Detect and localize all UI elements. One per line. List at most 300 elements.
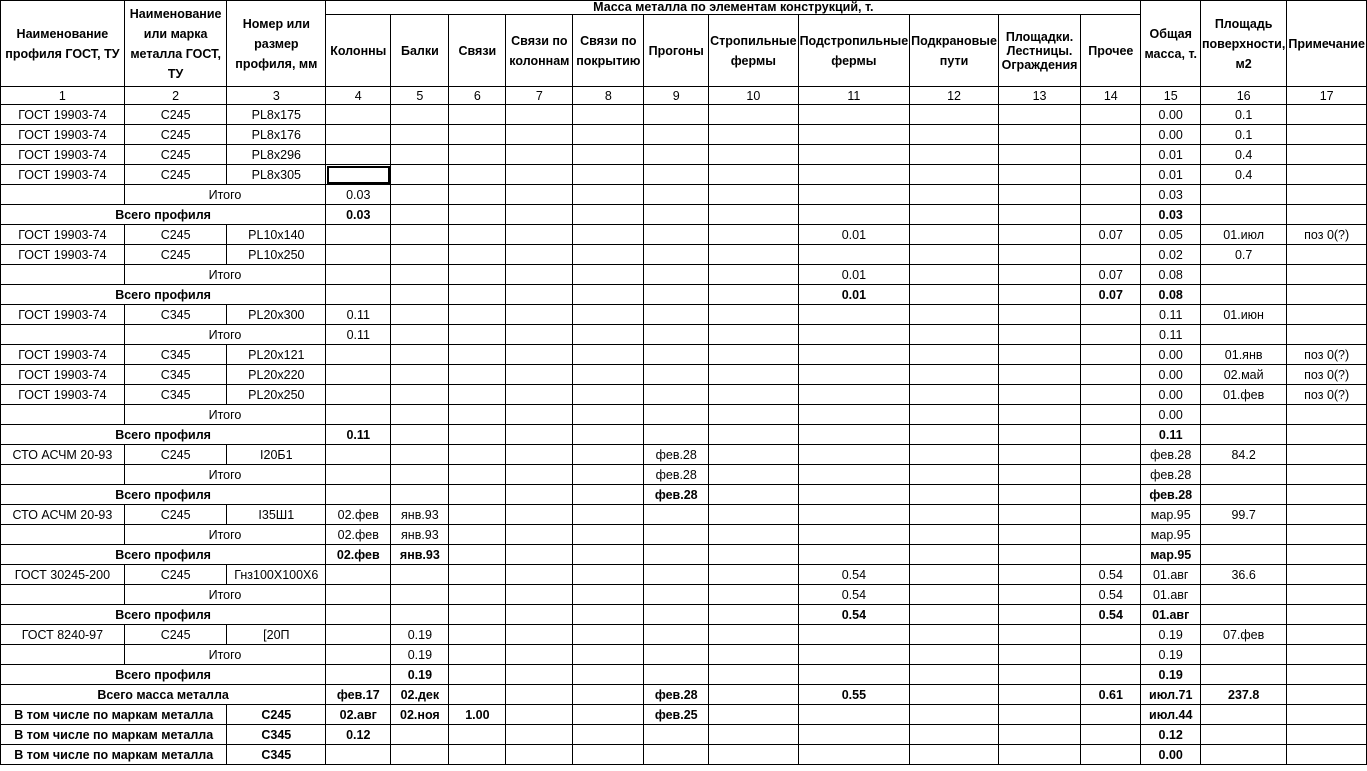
data-cell[interactable] (910, 685, 999, 705)
column-number-cell[interactable]: 13 (998, 87, 1080, 105)
data-cell[interactable] (1287, 685, 1367, 705)
subtotal-label[interactable]: Итого (124, 185, 325, 205)
data-cell[interactable] (449, 105, 506, 125)
data-cell[interactable]: 0.19 (1141, 625, 1201, 645)
data-cell[interactable] (709, 485, 798, 505)
data-cell[interactable] (326, 445, 391, 465)
data-cell[interactable] (998, 225, 1080, 245)
data-cell[interactable] (1287, 505, 1367, 525)
data-cell[interactable] (798, 725, 910, 745)
data-cell[interactable] (910, 385, 999, 405)
data-cell[interactable] (709, 665, 798, 685)
grade-cell[interactable]: С245 (124, 125, 227, 145)
data-cell[interactable] (573, 585, 644, 605)
data-cell[interactable] (798, 745, 910, 765)
data-cell[interactable]: 0.19 (391, 665, 449, 685)
data-cell[interactable] (506, 605, 573, 625)
data-cell[interactable] (709, 325, 798, 345)
data-cell[interactable] (998, 185, 1080, 205)
profile-name-cell[interactable]: СТО АСЧМ 20-93 (1, 445, 125, 465)
blank-cell[interactable] (1, 265, 125, 285)
data-cell[interactable] (910, 465, 999, 485)
data-cell[interactable] (709, 465, 798, 485)
data-cell[interactable]: 0.03 (1141, 205, 1201, 225)
data-cell[interactable] (1287, 165, 1367, 185)
data-cell[interactable] (449, 345, 506, 365)
header-bracing[interactable]: Связи (449, 15, 506, 87)
size-cell[interactable]: PL20x250 (227, 385, 326, 405)
subtotal-label[interactable]: Итого (124, 325, 325, 345)
data-cell[interactable] (910, 625, 999, 645)
profile-name-cell[interactable]: ГОСТ 19903-74 (1, 365, 125, 385)
column-number-cell[interactable]: 15 (1141, 87, 1201, 105)
data-cell[interactable] (1200, 405, 1286, 425)
data-cell[interactable] (391, 745, 449, 765)
data-cell[interactable] (1081, 305, 1141, 325)
size-cell[interactable]: PL10x140 (227, 225, 326, 245)
by-grade-label[interactable]: В том числе по маркам металла (1, 745, 227, 765)
data-cell[interactable] (644, 585, 709, 605)
data-cell[interactable] (709, 105, 798, 125)
data-cell[interactable] (449, 325, 506, 345)
data-cell[interactable] (1200, 645, 1286, 665)
data-cell[interactable]: 0.19 (391, 645, 449, 665)
data-cell[interactable] (449, 425, 506, 445)
data-cell[interactable]: 0.11 (1141, 325, 1201, 345)
data-cell[interactable] (506, 285, 573, 305)
data-cell[interactable] (1287, 745, 1367, 765)
data-cell[interactable] (644, 545, 709, 565)
data-cell[interactable]: 0.08 (1141, 265, 1201, 285)
data-cell[interactable] (326, 225, 391, 245)
data-cell[interactable]: 0.07 (1081, 265, 1141, 285)
grade-cell[interactable]: С345 (227, 745, 326, 765)
column-number-cell[interactable]: 12 (910, 87, 999, 105)
data-cell[interactable] (1081, 365, 1141, 385)
data-cell[interactable] (506, 225, 573, 245)
data-cell[interactable] (391, 285, 449, 305)
data-cell[interactable] (644, 605, 709, 625)
data-cell[interactable] (910, 605, 999, 625)
data-cell[interactable] (573, 225, 644, 245)
subtotal-label[interactable]: Итого (124, 525, 325, 545)
data-cell[interactable] (910, 705, 999, 725)
grade-cell[interactable]: С245 (124, 445, 227, 465)
data-cell[interactable] (644, 425, 709, 445)
data-cell[interactable] (326, 485, 391, 505)
data-cell[interactable]: поз 0(?) (1287, 225, 1367, 245)
data-cell[interactable] (573, 625, 644, 645)
data-cell[interactable]: 99.7 (1200, 505, 1286, 525)
data-cell[interactable]: 02.фев (326, 525, 391, 545)
profile-total-label[interactable]: Всего профиля (1, 605, 326, 625)
data-cell[interactable] (573, 125, 644, 145)
blank-cell[interactable] (1, 465, 125, 485)
data-cell[interactable] (798, 125, 910, 145)
data-cell[interactable] (1081, 345, 1141, 365)
data-cell[interactable] (709, 705, 798, 725)
data-cell[interactable] (1287, 565, 1367, 585)
data-cell[interactable] (910, 505, 999, 525)
data-cell[interactable] (449, 265, 506, 285)
data-cell[interactable] (1200, 265, 1286, 285)
data-cell[interactable] (1287, 265, 1367, 285)
data-cell[interactable]: июл.71 (1141, 685, 1201, 705)
data-cell[interactable]: 0.19 (1141, 665, 1201, 685)
data-cell[interactable] (910, 725, 999, 745)
data-cell[interactable] (798, 465, 910, 485)
data-cell[interactable] (1287, 645, 1367, 665)
data-cell[interactable] (391, 425, 449, 445)
data-cell[interactable]: 0.54 (798, 605, 910, 625)
data-cell[interactable] (1287, 185, 1367, 205)
data-cell[interactable] (573, 525, 644, 545)
data-cell[interactable] (910, 565, 999, 585)
data-cell[interactable] (1287, 245, 1367, 265)
data-cell[interactable] (1287, 445, 1367, 465)
size-cell[interactable]: PL20x220 (227, 365, 326, 385)
data-cell[interactable] (391, 385, 449, 405)
data-cell[interactable] (998, 545, 1080, 565)
data-cell[interactable] (391, 725, 449, 745)
header-profile-size[interactable]: Номер или размер профиля, мм (227, 1, 326, 87)
data-cell[interactable] (573, 505, 644, 525)
header-profile-name[interactable]: Наименование профиля ГОСТ, ТУ (1, 1, 125, 87)
data-cell[interactable]: 01.июл (1200, 225, 1286, 245)
data-cell[interactable] (573, 185, 644, 205)
data-cell[interactable] (644, 625, 709, 645)
data-cell[interactable] (709, 745, 798, 765)
data-cell[interactable] (798, 665, 910, 685)
data-cell[interactable] (449, 545, 506, 565)
data-cell[interactable] (326, 645, 391, 665)
size-cell[interactable]: [20П (227, 625, 326, 645)
data-cell[interactable] (1200, 665, 1286, 685)
data-cell[interactable] (573, 645, 644, 665)
profile-total-label[interactable]: Всего профиля (1, 285, 326, 305)
profile-name-cell[interactable]: СТО АСЧМ 20-93 (1, 505, 125, 525)
data-cell[interactable] (709, 405, 798, 425)
data-cell[interactable] (506, 265, 573, 285)
header-sub-rafter-trusses[interactable]: Подстропильные фермы (798, 15, 910, 87)
data-cell[interactable]: 0.01 (798, 265, 910, 285)
profile-total-label[interactable]: Всего профиля (1, 205, 326, 225)
data-cell[interactable] (1081, 205, 1141, 225)
data-cell[interactable] (506, 485, 573, 505)
data-cell[interactable] (1081, 525, 1141, 545)
data-cell[interactable] (391, 345, 449, 365)
data-cell[interactable] (1287, 325, 1367, 345)
data-cell[interactable] (573, 105, 644, 125)
data-cell[interactable] (506, 725, 573, 745)
profile-name-cell[interactable]: ГОСТ 19903-74 (1, 245, 125, 265)
data-cell[interactable] (910, 145, 999, 165)
data-cell[interactable] (573, 305, 644, 325)
data-cell[interactable] (998, 165, 1080, 185)
data-cell[interactable] (1200, 205, 1286, 225)
data-cell[interactable] (391, 605, 449, 625)
data-cell[interactable] (449, 725, 506, 745)
data-cell[interactable] (709, 365, 798, 385)
data-cell[interactable] (644, 505, 709, 525)
data-cell[interactable]: 0.19 (1141, 645, 1201, 665)
data-cell[interactable] (449, 385, 506, 405)
data-cell[interactable] (1287, 705, 1367, 725)
data-cell[interactable] (573, 365, 644, 385)
data-cell[interactable] (1200, 185, 1286, 205)
data-cell[interactable] (998, 245, 1080, 265)
column-number-cell[interactable]: 1 (1, 87, 125, 105)
data-cell[interactable] (998, 145, 1080, 165)
data-cell[interactable] (910, 425, 999, 445)
data-cell[interactable] (910, 445, 999, 465)
column-number-cell[interactable]: 17 (1287, 87, 1367, 105)
data-cell[interactable] (798, 505, 910, 525)
data-cell[interactable] (798, 425, 910, 445)
data-cell[interactable]: фев.25 (644, 705, 709, 725)
data-cell[interactable] (1081, 505, 1141, 525)
data-cell[interactable]: 0.00 (1141, 745, 1201, 765)
data-cell[interactable] (449, 645, 506, 665)
data-cell[interactable] (506, 325, 573, 345)
data-cell[interactable] (449, 165, 506, 185)
profile-name-cell[interactable]: ГОСТ 19903-74 (1, 165, 125, 185)
data-cell[interactable]: фев.28 (1141, 445, 1201, 465)
data-cell[interactable] (326, 265, 391, 285)
data-cell[interactable]: фев.28 (644, 465, 709, 485)
data-cell[interactable]: мар.95 (1141, 505, 1201, 525)
data-cell[interactable] (506, 425, 573, 445)
data-cell[interactable]: янв.93 (391, 545, 449, 565)
data-cell[interactable] (709, 125, 798, 145)
size-cell[interactable]: PL20x300 (227, 305, 326, 325)
by-grade-label[interactable]: В том числе по маркам металла (1, 725, 227, 745)
data-cell[interactable] (910, 105, 999, 125)
column-number-cell[interactable]: 6 (449, 87, 506, 105)
data-cell[interactable]: 0.54 (798, 585, 910, 605)
data-cell[interactable] (449, 405, 506, 425)
data-cell[interactable] (1200, 485, 1286, 505)
data-cell[interactable] (1081, 625, 1141, 645)
data-cell[interactable] (798, 385, 910, 405)
data-cell[interactable] (1287, 105, 1367, 125)
data-cell[interactable] (998, 305, 1080, 325)
data-cell[interactable] (506, 385, 573, 405)
data-cell[interactable] (326, 605, 391, 625)
size-cell[interactable]: PL8x175 (227, 105, 326, 125)
column-number-cell[interactable]: 10 (709, 87, 798, 105)
data-cell[interactable]: 0.11 (326, 305, 391, 325)
data-cell[interactable] (449, 525, 506, 545)
column-number-cell[interactable]: 7 (506, 87, 573, 105)
data-cell[interactable] (1081, 745, 1141, 765)
data-cell[interactable]: 0.19 (391, 625, 449, 645)
data-cell[interactable] (1200, 325, 1286, 345)
data-cell[interactable] (1081, 145, 1141, 165)
data-cell[interactable] (644, 265, 709, 285)
grade-cell[interactable]: С245 (124, 165, 227, 185)
header-mass-group[interactable]: Масса металла по элементам конструкций, т. (326, 1, 1141, 15)
data-cell[interactable] (709, 385, 798, 405)
data-cell[interactable] (709, 245, 798, 265)
data-cell[interactable] (998, 325, 1080, 345)
data-cell[interactable] (709, 625, 798, 645)
data-cell[interactable] (709, 305, 798, 325)
data-cell[interactable] (391, 145, 449, 165)
profile-name-cell[interactable]: ГОСТ 19903-74 (1, 145, 125, 165)
data-cell[interactable] (1200, 465, 1286, 485)
profile-name-cell[interactable]: ГОСТ 19903-74 (1, 385, 125, 405)
data-cell[interactable] (644, 305, 709, 325)
data-cell[interactable] (1200, 725, 1286, 745)
data-cell[interactable]: 0.03 (326, 205, 391, 225)
data-cell[interactable] (573, 545, 644, 565)
data-cell[interactable] (998, 405, 1080, 425)
data-cell[interactable]: 01.июн (1200, 305, 1286, 325)
data-cell[interactable] (644, 225, 709, 245)
data-cell[interactable]: фев.28 (1141, 465, 1201, 485)
data-cell[interactable]: 0.01 (1141, 165, 1201, 185)
data-cell[interactable] (506, 525, 573, 545)
data-cell[interactable] (709, 445, 798, 465)
data-cell[interactable] (998, 725, 1080, 745)
data-cell[interactable]: фев.17 (326, 685, 391, 705)
data-cell[interactable] (326, 465, 391, 485)
data-cell[interactable] (1287, 525, 1367, 545)
data-cell[interactable] (506, 185, 573, 205)
data-cell[interactable]: 0.01 (798, 225, 910, 245)
data-cell[interactable] (573, 325, 644, 345)
data-cell[interactable]: фев.28 (644, 685, 709, 705)
data-cell[interactable] (798, 645, 910, 665)
data-cell[interactable] (798, 185, 910, 205)
data-cell[interactable] (798, 345, 910, 365)
data-cell[interactable] (998, 625, 1080, 645)
data-cell[interactable] (798, 705, 910, 725)
data-cell[interactable] (709, 205, 798, 225)
data-cell[interactable] (910, 245, 999, 265)
profile-total-label[interactable]: Всего профиля (1, 665, 326, 685)
blank-cell[interactable] (1, 185, 125, 205)
column-number-cell[interactable]: 8 (573, 87, 644, 105)
data-cell[interactable] (1287, 205, 1367, 225)
data-cell[interactable] (1200, 545, 1286, 565)
data-cell[interactable] (1287, 545, 1367, 565)
data-cell[interactable] (1081, 125, 1141, 145)
by-grade-label[interactable]: В том числе по маркам металла (1, 705, 227, 725)
data-cell[interactable] (506, 545, 573, 565)
data-cell[interactable]: фев.28 (1141, 485, 1201, 505)
profile-total-label[interactable]: Всего профиля (1, 545, 326, 565)
data-cell[interactable] (449, 665, 506, 685)
subtotal-label[interactable]: Итого (124, 265, 325, 285)
header-total-mass[interactable]: Общая масса, т. (1141, 1, 1201, 87)
data-cell[interactable] (644, 665, 709, 685)
data-cell[interactable] (326, 345, 391, 365)
data-cell[interactable] (644, 105, 709, 125)
data-cell[interactable] (506, 745, 573, 765)
data-cell[interactable] (391, 365, 449, 385)
data-cell[interactable] (644, 365, 709, 385)
data-cell[interactable] (449, 365, 506, 385)
data-cell[interactable] (326, 405, 391, 425)
grade-cell[interactable]: С345 (124, 385, 227, 405)
data-cell[interactable] (506, 205, 573, 225)
data-cell[interactable] (910, 285, 999, 305)
column-number-cell[interactable]: 9 (644, 87, 709, 105)
header-roof-bracing[interactable]: Связи по покрытию (573, 15, 644, 87)
data-cell[interactable] (1200, 285, 1286, 305)
grade-cell[interactable]: С245 (124, 505, 227, 525)
data-cell[interactable] (998, 125, 1080, 145)
data-cell[interactable] (506, 625, 573, 645)
data-cell[interactable] (1287, 425, 1367, 445)
data-cell[interactable] (449, 305, 506, 325)
data-cell[interactable] (449, 445, 506, 465)
data-cell[interactable] (798, 485, 910, 505)
data-cell[interactable]: 0.4 (1200, 145, 1286, 165)
column-number-cell[interactable]: 14 (1081, 87, 1141, 105)
grade-cell[interactable]: С245 (124, 105, 227, 125)
data-cell[interactable] (1081, 325, 1141, 345)
data-cell[interactable] (449, 485, 506, 505)
data-cell[interactable] (910, 345, 999, 365)
data-cell[interactable] (644, 645, 709, 665)
data-cell[interactable] (449, 185, 506, 205)
data-cell[interactable]: 0.01 (1141, 145, 1201, 165)
data-cell[interactable] (573, 285, 644, 305)
data-cell[interactable] (573, 345, 644, 365)
grade-cell[interactable]: С245 (124, 625, 227, 645)
data-cell[interactable]: 0.03 (326, 185, 391, 205)
data-cell[interactable]: поз 0(?) (1287, 385, 1367, 405)
data-cell[interactable]: 02.фев (326, 505, 391, 525)
data-cell[interactable] (998, 685, 1080, 705)
data-cell[interactable] (506, 585, 573, 605)
data-cell[interactable] (1081, 645, 1141, 665)
data-cell[interactable] (709, 425, 798, 445)
data-cell[interactable] (1081, 105, 1141, 125)
data-cell[interactable] (998, 285, 1080, 305)
data-cell[interactable]: июл.44 (1141, 705, 1201, 725)
data-cell[interactable]: 0.00 (1141, 405, 1201, 425)
data-cell[interactable] (910, 405, 999, 425)
data-cell[interactable] (449, 285, 506, 305)
data-cell[interactable] (1287, 465, 1367, 485)
size-cell[interactable]: I35Ш1 (227, 505, 326, 525)
data-cell[interactable] (573, 725, 644, 745)
data-cell[interactable] (798, 445, 910, 465)
profile-name-cell[interactable]: ГОСТ 19903-74 (1, 345, 125, 365)
data-cell[interactable] (449, 565, 506, 585)
data-cell[interactable] (910, 525, 999, 545)
data-cell[interactable] (998, 465, 1080, 485)
data-cell[interactable] (573, 445, 644, 465)
data-cell[interactable] (1287, 305, 1367, 325)
data-cell[interactable] (910, 325, 999, 345)
data-cell[interactable] (998, 385, 1080, 405)
data-cell[interactable]: 07.фев (1200, 625, 1286, 645)
grade-cell[interactable]: С245 (124, 225, 227, 245)
data-cell[interactable] (449, 505, 506, 525)
data-cell[interactable] (644, 125, 709, 145)
data-cell[interactable] (506, 405, 573, 425)
data-cell[interactable] (644, 185, 709, 205)
data-cell[interactable] (1081, 445, 1141, 465)
data-cell[interactable] (573, 685, 644, 705)
data-cell[interactable] (998, 745, 1080, 765)
data-cell[interactable] (326, 365, 391, 385)
